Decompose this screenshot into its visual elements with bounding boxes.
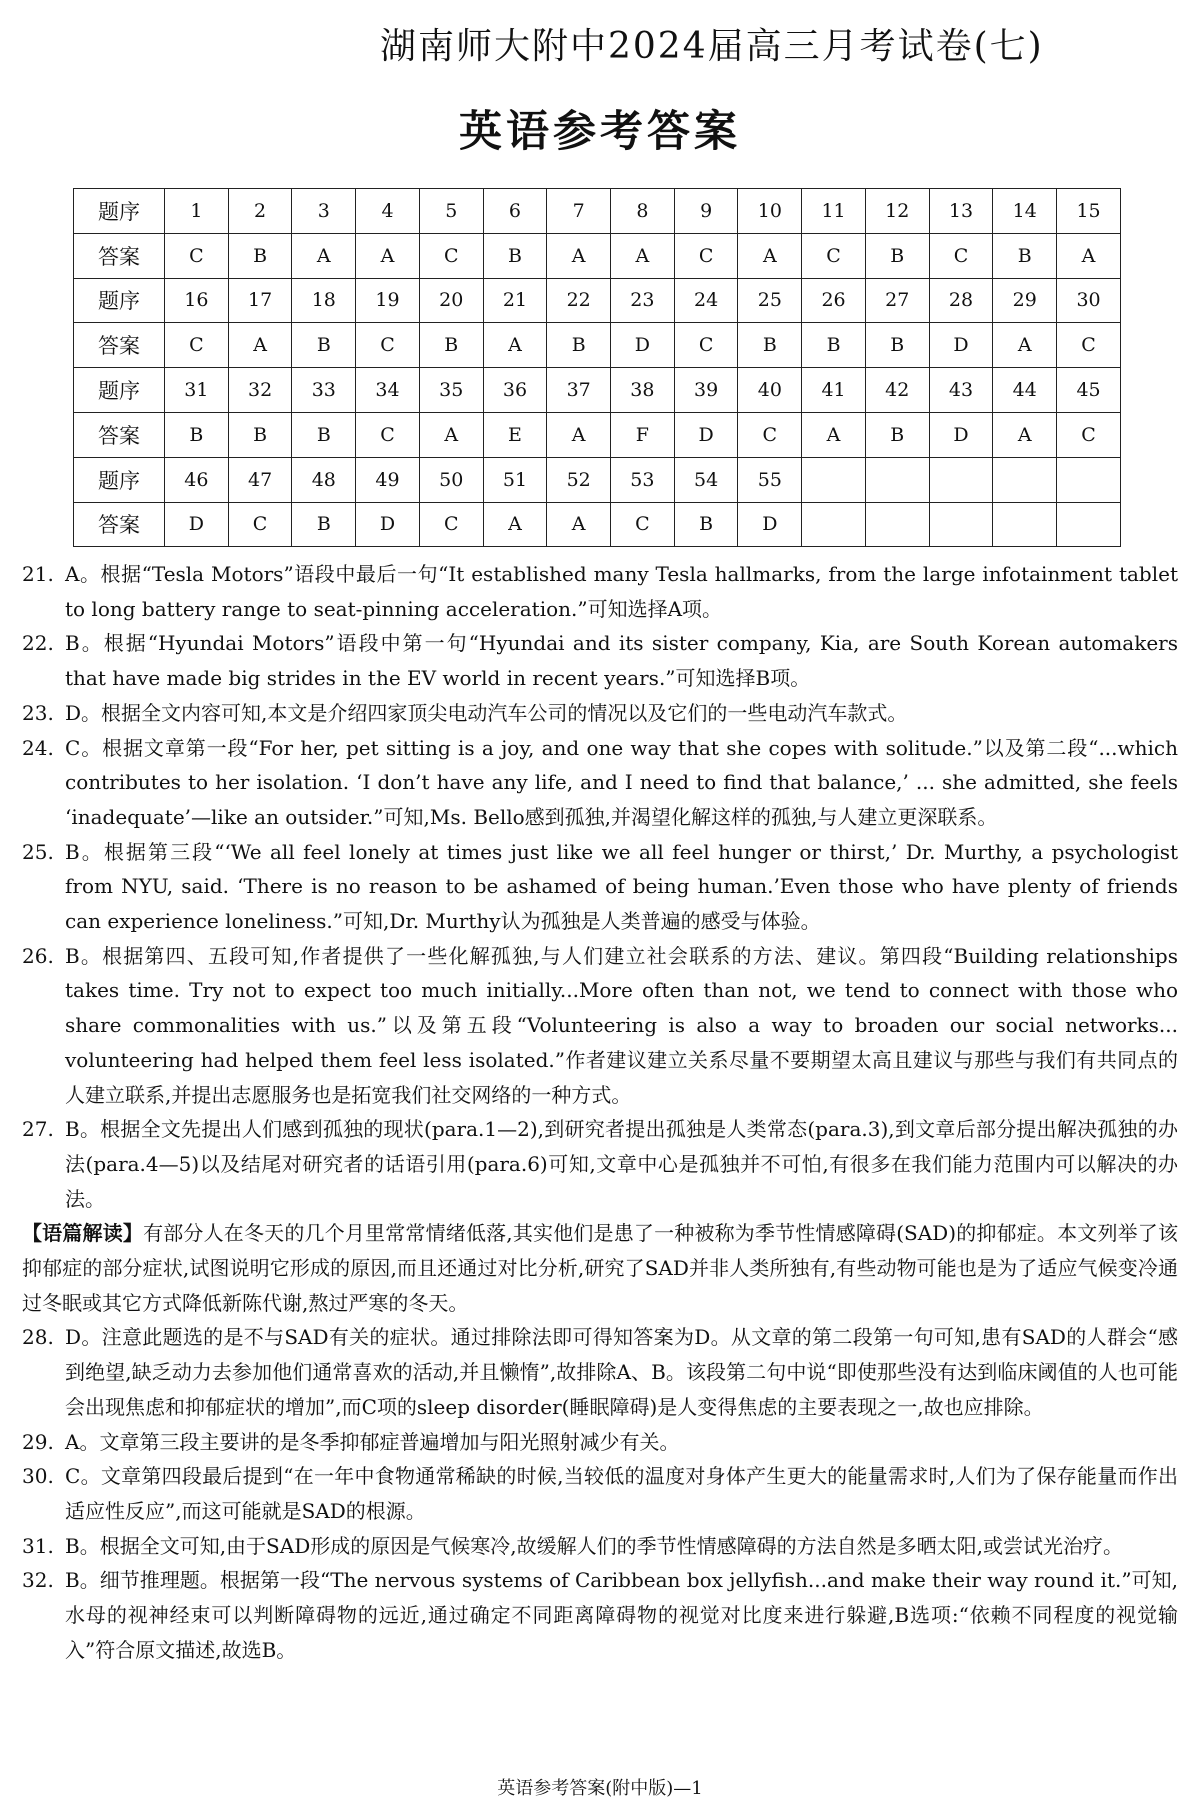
answer-cell: A — [802, 412, 866, 457]
question-number-cell — [993, 457, 1057, 502]
answer-cell — [1057, 502, 1121, 547]
answer-row — [74, 502, 1121, 547]
question-number-cell: 35 — [419, 368, 483, 413]
answer-row — [74, 233, 1121, 278]
answer-cell: B — [993, 233, 1057, 278]
question-number-cell: 26 — [802, 278, 866, 323]
answer-cell: A — [1057, 233, 1121, 278]
explanations — [22, 557, 1178, 1668]
answer-cell: B — [292, 412, 356, 457]
answer-cell: C — [611, 502, 675, 547]
answer-table-body — [74, 189, 1121, 547]
explanation-item — [22, 1459, 1178, 1528]
question-number-cell — [865, 457, 929, 502]
answer-cell: C — [1057, 412, 1121, 457]
question-number-cell: 24 — [674, 278, 738, 323]
question-number-cell: 41 — [802, 368, 866, 413]
answer-row-header: 答案 — [74, 323, 165, 368]
question-number-cell: 11 — [802, 189, 866, 234]
answer-cell: A — [419, 412, 483, 457]
answer-cell: F — [611, 412, 675, 457]
question-number-cell: 3 — [292, 189, 356, 234]
answer-cell: B — [865, 323, 929, 368]
answer-cell: B — [738, 323, 802, 368]
page-footer: 英语参考答案(附中版)—1 — [497, 1778, 703, 1799]
explanation-item — [22, 1529, 1178, 1564]
answer-cell: C — [356, 412, 420, 457]
answer-cell: B — [228, 412, 292, 457]
question-number-cell: 27 — [865, 278, 929, 323]
question-number-cell — [929, 457, 993, 502]
answer-cell — [802, 502, 866, 547]
answer-cell: D — [738, 502, 802, 547]
answer-cell: C — [674, 323, 738, 368]
question-row-header: 题序 — [74, 278, 165, 323]
answer-cell: B — [292, 502, 356, 547]
reading-note-label: 【语篇解读】 — [22, 1221, 144, 1246]
reading-note — [22, 1216, 1178, 1320]
question-number-cell: 10 — [738, 189, 802, 234]
page-subtitle: 英语参考答案 — [459, 107, 741, 157]
question-number-cell: 52 — [547, 457, 611, 502]
question-number-cell: 29 — [993, 278, 1057, 323]
question-row-header: 题序 — [74, 457, 165, 502]
answer-cell: B — [419, 323, 483, 368]
question-number-cell: 44 — [993, 368, 1057, 413]
explanation-text: B。细节推理题。根据第一段“The nervous systems of Caribbean box jellyfish...and make their way round it.”可知,水母的视神经束可以判断障碍物的远近,通过确定不同距离障碍物的视觉对比度来进行躲避,B选项:“依赖不同程度的视觉输入”符合原文描述,故选B。 — [65, 1568, 1178, 1662]
answer-cell: A — [993, 323, 1057, 368]
question-number-cell: 25 — [738, 278, 802, 323]
question-number-cell: 14 — [993, 189, 1057, 234]
explanation-number: 24. — [22, 735, 54, 760]
question-number-cell: 8 — [611, 189, 675, 234]
question-number-cell: 38 — [611, 368, 675, 413]
answer-row — [74, 323, 1121, 368]
answer-cell: E — [483, 412, 547, 457]
question-row-header: 题序 — [74, 368, 165, 413]
answer-cell: B — [674, 502, 738, 547]
question-number-cell: 45 — [1057, 368, 1121, 413]
explanation-number: 30. — [22, 1464, 54, 1489]
question-number-cell — [802, 457, 866, 502]
question-row — [74, 189, 1121, 234]
question-number-cell: 37 — [547, 368, 611, 413]
question-number-cell: 9 — [674, 189, 738, 234]
answer-cell: D — [929, 323, 993, 368]
explanation-text: C。文章第四段最后提到“在一年中食物通常稀缺的时候,当较低的温度对身体产生更大的能量需求时,人们为了保存能量而作出适应性反应”,而这可能就是SAD的根源。 — [65, 1464, 1178, 1523]
question-number-cell: 49 — [356, 457, 420, 502]
answer-cell: D — [165, 502, 229, 547]
question-number-cell: 32 — [228, 368, 292, 413]
answer-cell: A — [993, 412, 1057, 457]
answer-cell: B — [802, 323, 866, 368]
answer-cell — [993, 502, 1057, 547]
explanation-number: 23. — [22, 700, 54, 725]
reading-note-text: 有部分人在冬天的几个月里常常情绪低落,其实他们是患了一种被称为季节性情感障碍(SAD)的抑郁症。本文列举了该抑郁症的部分症状,试图说明它形成的原因,而且还通过对比分析,研究了SAD并非人类所独有,有些动物可能也是为了适应气候变冷通过冬眠或其它方式降低新陈代谢,熬过严寒的冬天。 — [22, 1221, 1178, 1315]
explanation-number: 26. — [22, 943, 54, 968]
question-number-cell: 15 — [1057, 189, 1121, 234]
answer-cell: C — [419, 233, 483, 278]
answer-cell: A — [356, 233, 420, 278]
question-number-cell: 31 — [165, 368, 229, 413]
question-number-cell: 20 — [419, 278, 483, 323]
exam-title: 湖南师大附中2024届高三月考试卷(七) — [380, 26, 1044, 67]
answer-cell: C — [1057, 323, 1121, 368]
question-number-cell: 39 — [674, 368, 738, 413]
answer-cell: D — [356, 502, 420, 547]
answer-cell — [929, 502, 993, 547]
question-number-cell: 36 — [483, 368, 547, 413]
question-number-cell: 47 — [228, 457, 292, 502]
answer-row-header: 答案 — [74, 502, 165, 547]
answer-cell: B — [292, 323, 356, 368]
question-number-cell: 23 — [611, 278, 675, 323]
question-number-cell: 34 — [356, 368, 420, 413]
explanation-item — [22, 1563, 1178, 1667]
question-row — [74, 278, 1121, 323]
question-number-cell: 54 — [674, 457, 738, 502]
question-row-header: 题序 — [74, 189, 165, 234]
answer-row — [74, 412, 1121, 457]
question-number-cell: 21 — [483, 278, 547, 323]
question-number-cell: 28 — [929, 278, 993, 323]
question-number-cell: 16 — [165, 278, 229, 323]
question-number-cell: 2 — [228, 189, 292, 234]
explanation-item — [22, 626, 1178, 695]
answer-cell: C — [165, 323, 229, 368]
question-number-cell: 17 — [228, 278, 292, 323]
question-number-cell: 12 — [865, 189, 929, 234]
question-number-cell: 48 — [292, 457, 356, 502]
question-number-cell: 33 — [292, 368, 356, 413]
explanation-number: 31. — [22, 1533, 54, 1558]
answer-cell: C — [929, 233, 993, 278]
explanation-text: B。根据全文可知,由于SAD形成的原因是气候寒冷,故缓解人们的季节性情感障碍的方法自然是多晒太阳,或尝试光治疗。 — [65, 1533, 1123, 1558]
answer-cell: C — [674, 233, 738, 278]
question-number-cell — [1057, 457, 1121, 502]
explanation-item — [22, 557, 1178, 626]
explanation-number: 27. — [22, 1117, 54, 1142]
question-number-cell: 30 — [1057, 278, 1121, 323]
answer-cell: A — [611, 233, 675, 278]
answer-cell: C — [165, 233, 229, 278]
question-number-cell: 5 — [419, 189, 483, 234]
answer-cell: A — [547, 412, 611, 457]
question-number-cell: 1 — [165, 189, 229, 234]
explanation-number: 21. — [22, 562, 54, 586]
explanation-number: 22. — [22, 631, 54, 656]
explanation-text: D。根据全文内容可知,本文是介绍四家顶尖电动汽车公司的情况以及它们的一些电动汽车款式。 — [65, 700, 908, 725]
explanations-part-b — [22, 1320, 1178, 1667]
answer-cell: A — [292, 233, 356, 278]
explanation-number: 28. — [22, 1325, 54, 1350]
question-number-cell: 7 — [547, 189, 611, 234]
question-number-cell: 6 — [483, 189, 547, 234]
question-number-cell: 4 — [356, 189, 420, 234]
answer-cell: A — [738, 233, 802, 278]
answer-cell: A — [483, 502, 547, 547]
explanation-text: A。根据“Tesla Motors”语段中最后一句“It established many Tesla hallmarks, from the large infotainment tablet to long battery range to seat-pinning acceleration.”可知选择A项。 — [65, 562, 1178, 621]
answer-row-header: 答案 — [74, 233, 165, 278]
explanation-number: 32. — [22, 1568, 54, 1593]
answer-cell: B — [228, 233, 292, 278]
explanation-text: B。根据“Hyundai Motors”语段中第一句“Hyundai and its sister company, Kia, are South Korean automakers that have made big strides in the EV world in recent years.”可知选择B项。 — [65, 631, 1178, 691]
explanation-text: B。根据第三段“‘We all feel lonely at times just like we all feel hunger or thirst,’ Dr. Murthy, a psychologist from NYU, said. ‘There is no reason to be ashamed of being human.’Even those who have plenty of friends can experience loneliness.”可知,Dr. Murthy认为孤独是人类普遍的感受与体验。 — [65, 839, 1178, 934]
answer-cell: A — [547, 233, 611, 278]
answer-cell: B — [165, 412, 229, 457]
question-number-cell: 19 — [356, 278, 420, 323]
explanations-part-a — [22, 557, 1178, 1216]
explanation-item — [22, 1320, 1178, 1424]
answer-cell: C — [738, 412, 802, 457]
explanation-text: A。文章第三段主要讲的是冬季抑郁症普遍增加与阳光照射减少有关。 — [65, 1429, 680, 1454]
explanation-item — [22, 1112, 1178, 1216]
answer-table — [73, 188, 1121, 547]
explanation-item — [22, 731, 1178, 835]
explanation-item — [22, 939, 1178, 1113]
answer-cell: C — [228, 502, 292, 547]
answer-cell: A — [547, 502, 611, 547]
answer-cell: B — [483, 233, 547, 278]
question-number-cell: 22 — [547, 278, 611, 323]
question-number-cell: 53 — [611, 457, 675, 502]
question-number-cell: 18 — [292, 278, 356, 323]
answer-row-header: 答案 — [74, 412, 165, 457]
explanation-number: 29. — [22, 1429, 54, 1454]
explanation-item — [22, 1425, 1178, 1460]
answer-cell: C — [802, 233, 866, 278]
explanation-text: D。注意此题选的是不与SAD有关的症状。通过排除法即可得知答案为D。从文章的第二段第一句可知,患有SAD的人群会“感到绝望,缺乏动力去参加他们通常喜欢的活动,并且懒惰”,故排除A、B。该段第二句中说“即使那些没有达到临床阈值的人也可能会出现焦虑和抑郁症状的增加”,而C项的sleep disorder(睡眠障碍)是人变得焦虑的主要表现之一,故也应排除。 — [65, 1325, 1178, 1419]
answer-cell: D — [674, 412, 738, 457]
explanation-text: C。根据文章第一段“For her, pet sitting is a joy, and one way that she copes with solitude.”以及第二段“...which contributes to her isolation. ‘I don’t have any life, and I need to find that balance,’ ... she admitted, she feels ‘inadequate’—like an outsider.”可知,Ms. Bello感到孤独,并渴望化解这样的孤独,与人建立更深联系。 — [65, 735, 1178, 829]
question-row — [74, 457, 1121, 502]
explanation-item — [22, 696, 1178, 731]
answer-cell: D — [929, 412, 993, 457]
question-number-cell: 43 — [929, 368, 993, 413]
answer-cell: B — [547, 323, 611, 368]
question-number-cell: 55 — [738, 457, 802, 502]
answer-cell: B — [865, 233, 929, 278]
explanation-text: B。根据全文先提出人们感到孤独的现状(para.1—2),到研究者提出孤独是人类常态(para.3),到文章后部分提出解决孤独的办法(para.4—5)以及结尾对研究者的话语引用(para.6)可知,文章中心是孤独并不可怕,有很多在我们能力范围内可以解决的办法。 — [65, 1117, 1178, 1211]
answer-cell: A — [228, 323, 292, 368]
question-number-cell: 46 — [165, 457, 229, 502]
answer-cell: B — [865, 412, 929, 457]
question-number-cell: 40 — [738, 368, 802, 413]
explanation-text: B。根据第四、五段可知,作者提供了一些化解孤独,与人们建立社会联系的方法、建议。第四段“Building relationships takes time. Try not to expect too much initially...More often than not, we tend to connect with those who share commonalities with us.”以及第五段“Volunteering is also a way to broaden our social networks... volunteering had helped them feel less isolated.”作者建议建立关系尽量不要期望太高且建议与那些与我们有共同点的人建立联系,并提出志愿服务也是拓宽我们社交网络的一种方式。 — [65, 943, 1178, 1107]
answer-cell: D — [611, 323, 675, 368]
explanation-item — [22, 835, 1178, 939]
question-number-cell: 51 — [483, 457, 547, 502]
question-number-cell: 13 — [929, 189, 993, 234]
answer-cell: C — [356, 323, 420, 368]
explanation-number: 25. — [22, 839, 54, 864]
question-row — [74, 368, 1121, 413]
question-number-cell: 42 — [865, 368, 929, 413]
answer-cell: C — [419, 502, 483, 547]
question-number-cell: 50 — [419, 457, 483, 502]
answer-cell: A — [483, 323, 547, 368]
answer-cell — [865, 502, 929, 547]
